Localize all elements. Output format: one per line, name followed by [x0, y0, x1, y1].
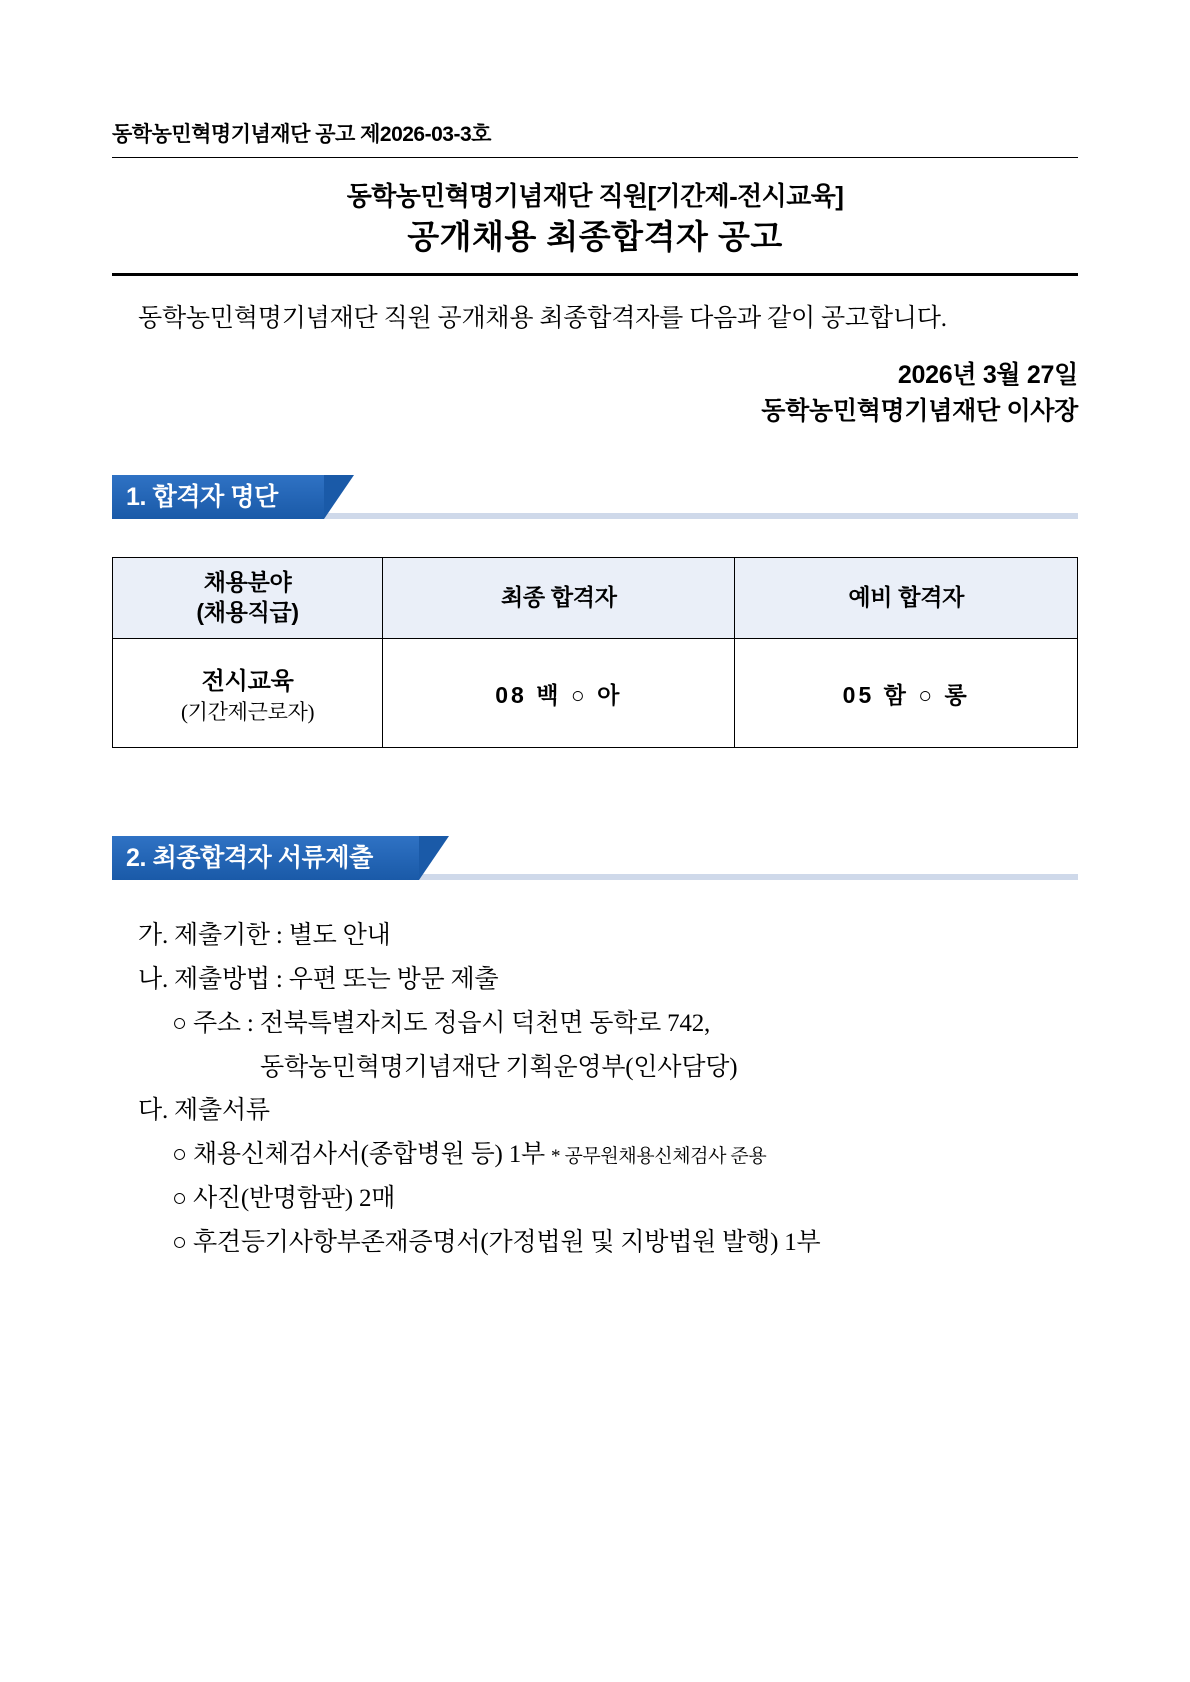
intro-text: 동학농민혁명기념재단 직원 공개채용 최종합격자를 다음과 같이 공고합니다. — [138, 305, 947, 333]
list-item: 가. 제출기한 : 별도 안내 — [138, 922, 391, 950]
list-item — [112, 1133, 1078, 1177]
table-row — [113, 639, 1078, 748]
column-header-field-sub: (채용직급) — [196, 599, 299, 626]
column-header-field-main: 채용분야 — [203, 569, 292, 596]
title-mainline: 공개채용 최종합격자 공고 — [407, 217, 783, 255]
intro-paragraph — [112, 276, 1078, 339]
list-item: 나. 제출방법 : 우편 또는 방문 제출 — [138, 966, 499, 994]
column-header-reserve: 예비 합격자 — [735, 558, 1078, 639]
submission-list — [112, 914, 1078, 1264]
cell-final-candidate: 08 백 ○ 아 — [383, 639, 735, 748]
section-header-list — [112, 475, 1078, 519]
sign-date: 2026년 3월 27일 — [897, 360, 1078, 389]
cell-field-main: 전시교육 — [201, 667, 294, 695]
list-item-note: * 공무원채용신체검사 준용 — [551, 1146, 767, 1168]
list-item: ○ 사진(반명함판) 2매 — [172, 1184, 396, 1212]
list-item: ○ 후견등기사항부존재증명서(가정법원 및 지방법원 발행) 1부 — [172, 1228, 821, 1256]
title-subline: 동학농민혁명기념재단 직원[기간제-전시교육] — [346, 181, 844, 211]
document-title — [112, 158, 1078, 259]
section-label-docs: 2. 최종합격자 서류제출 — [112, 836, 419, 880]
list-item: 동학농민혁명기념재단 기획운영부(인사담당) — [260, 1053, 738, 1081]
column-header-field — [113, 558, 383, 639]
document-number: 동학농민혁명기념재단 공고 제2026-03-3호 — [112, 123, 491, 146]
section-header-docs — [112, 836, 1078, 880]
cell-reserve-candidate: 05 함 ○ 롱 — [735, 639, 1078, 748]
cell-field-sub: (기간제근로자) — [180, 699, 315, 724]
section-label-list: 1. 합격자 명단 — [112, 475, 324, 519]
table-header-row — [113, 558, 1078, 639]
list-item: 다. 제출서류 — [138, 1097, 270, 1125]
sign-organization: 동학농민혁명기념재단 이사장 — [761, 397, 1078, 426]
results-table — [112, 557, 1078, 748]
list-item-text: ○ 채용신체검사서(종합병원 등) 1부 — [172, 1141, 545, 1169]
signature-block — [112, 339, 1078, 430]
column-header-final: 최종 합격자 — [383, 558, 735, 639]
cell-field — [113, 639, 383, 748]
list-item: ○ 주소 : 전북특별자치도 정읍시 덕천면 동학로 742, — [172, 1009, 711, 1037]
